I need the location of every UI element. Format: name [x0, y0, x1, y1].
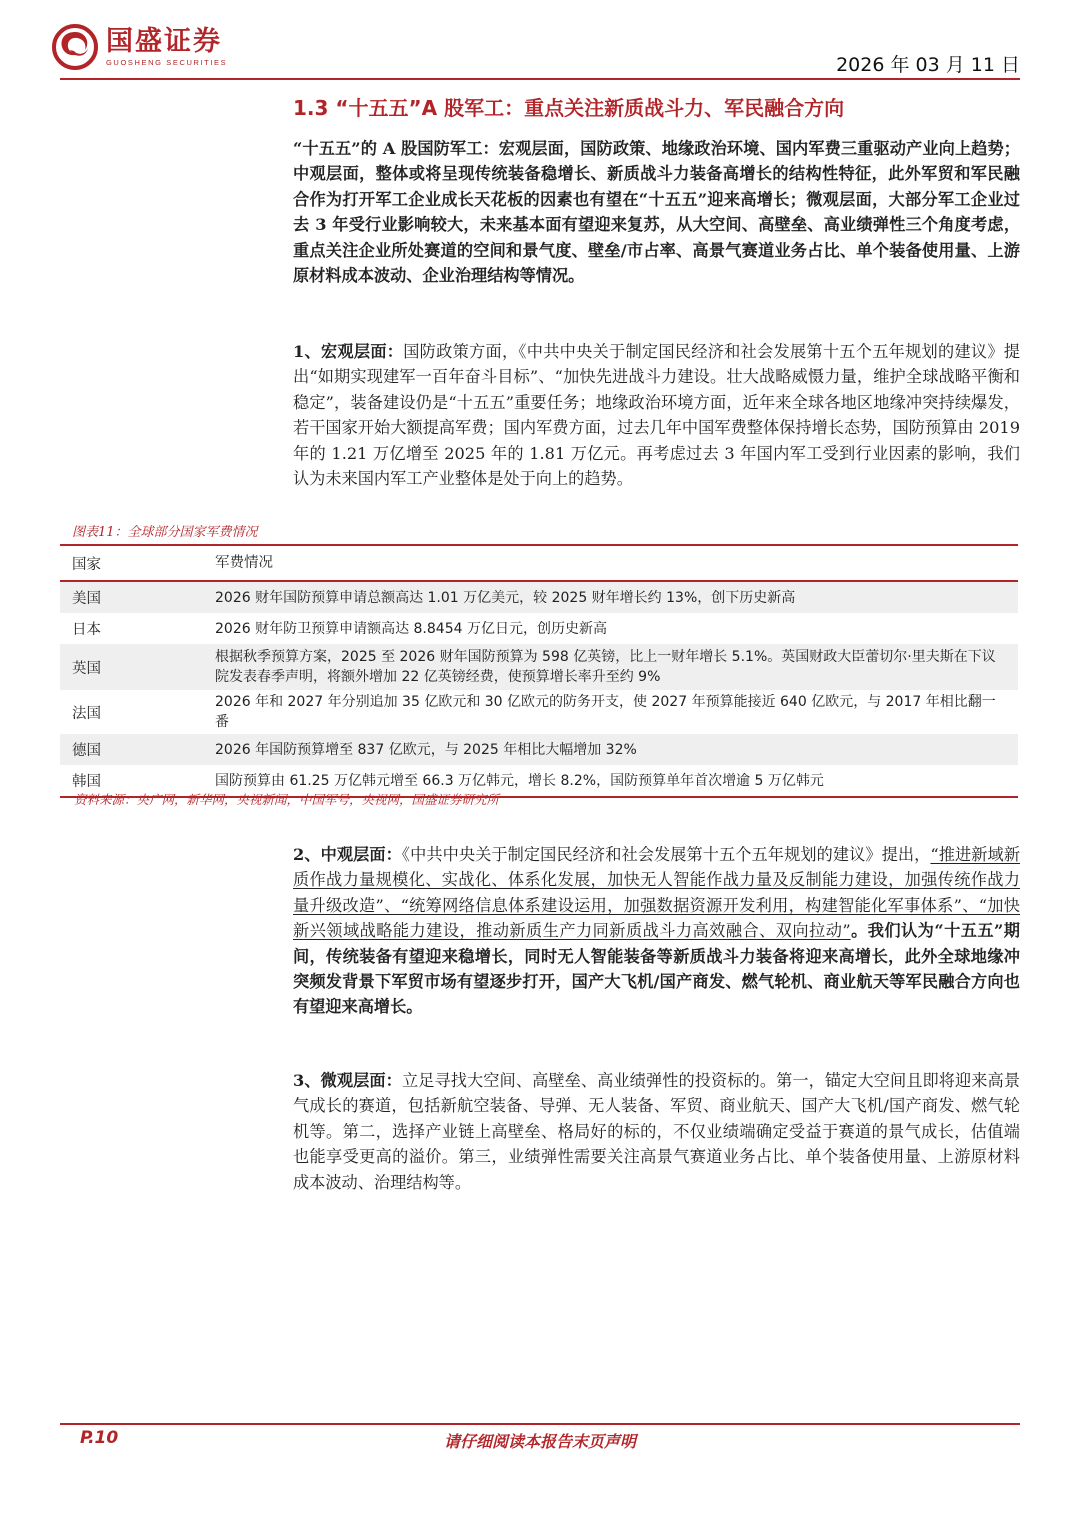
table-header-row: [60, 546, 1018, 582]
logo-mark-icon: [52, 24, 98, 70]
table-header-detail: 军费情况: [215, 555, 273, 571]
table-cell-country: 德国: [72, 743, 101, 759]
micro-text: 立足寻找大空间、高壁垒、高业绩弹性的投资标的。第一，锚定大空间且即将迎来高景气成长的赛道，包括新航空装备、导弹、无人装备、军贸、商业航天、国产大飞机/国产商发、燃气轮机等。第二，选择产业链上高壁垒、格局好的标的，不仅业绩端确定受益于赛道的景气成长，估值端也能享受更高的溢价。第三，业绩弹性需要关注高景气赛道业务占比、单个装备使用量、上游原材料成本波动、治理结构等。: [293, 1071, 1021, 1192]
footer-divider: [60, 1423, 1020, 1425]
report-date: 2026 年 03 月 11 日: [836, 54, 1020, 76]
table-cell-detail: 2026 年和 2027 年分别追加 35 亿欧元和 30 亿欧元的防务开支，使 2027 年预算能接近 640 亿欧元，与 2017 年相比翻一番: [215, 694, 996, 730]
macro-label: 1、宏观层面：: [293, 342, 404, 361]
meso-label: 2、中观层面：: [293, 845, 402, 864]
table-cell-detail: 根据秋季预算方案，2025 至 2026 财年国防预算为 598 亿英镑，比上一财年增长 5.1%。英国财政大臣蕾切尔·里夫斯在下议院发表春季声明，将额外增加 22 亿英镑经费，使预算增长率升至约 9%: [215, 649, 996, 685]
header-divider: [60, 78, 1020, 80]
table-cell-detail: 国防预算由 61.25 万亿韩元增至 66.3 万亿韩元，增长 8.2%，国防预算单年首次增逾 5 万亿韩元: [215, 772, 824, 789]
table-cell-country: 韩国: [72, 774, 101, 790]
company-name-cn: 国盛证券: [106, 26, 222, 57]
table-cell-country: 法国: [72, 705, 101, 722]
company-name-en: GUOSHENG SECURITIES: [106, 58, 228, 67]
table-row: [60, 734, 1018, 765]
page-number: P.10: [80, 1428, 119, 1448]
table-cell-country: 英国: [72, 660, 101, 677]
table-row: [60, 613, 1018, 644]
section-title: 1.3 “十五五”A 股军工：重点关注新质战斗力、军民融合方向: [293, 96, 845, 120]
table-cell-detail: 2026 财年防卫预算申请额高达 8.8454 万亿日元，创历史新高: [215, 620, 607, 637]
macro-text: 国防政策方面，《中共中央关于制定国民经济和社会发展第十五个五年规划的建议》提出“如期实现建军一百年奋斗目标”、“加快先进战斗力建设。壮大战略威慑力量，维护全球战略平衡和稳定”，装备建设仍是“十五五”重要任务；地缘政治环境方面，近年来全球各地区地缘冲突持续爆发，若干国家开始大额提高军费；国内军费方面，过去几年中国军费整体保持增长态势，国防预算由 2019 年的 1.21 万亿增至 2025 年的 1.81 万亿元。再考虑过去 3 年国内军工受到行业因素的影响，我们认为未来国内军工产业整体是处于向上的趋势。: [293, 342, 1020, 489]
micro-paragraph: [293, 1068, 1020, 1195]
meso-text: 《中共中央关于制定国民经济和社会发展第十五个五年规划的建议》提出，: [401, 845, 931, 864]
figure-caption: 图表11：全球部分国家军费情况: [72, 525, 258, 540]
table-row: [60, 690, 1018, 734]
footer-disclaimer: 请仔细阅读本报告末页声明: [443, 1432, 636, 1451]
summary-paragraph: “十五五”的 A 股国防军工：宏观层面，国防政策、地缘政治环境、国内军费三重驱动产业向上趋势；中观层面，整体或将呈现传统装备稳增长、新质战斗力装备高增长的结构性特征，此外军贸和军民融合作为打开军工企业成长天花板的因素也有望在“十五五”迎来高增长；微观层面，大部分军工企业过去 3 年受行业影响较大，未来基本面有望迎来复苏，从大空间、高壁垒、高业绩弹性三个角度考虑，重点关注企业所处赛道的空间和景气度、壁垒/市占率、高景气赛道业务占比、单个装备使用量、上游原材料成本波动、企业治理结构等情况。: [293, 139, 1020, 286]
table-row: [60, 644, 1018, 690]
table-cell-detail: 2026 财年国防预算申请总额高达 1.01 万亿美元，较 2025 财年增长约 13%，创下历史新高: [215, 589, 796, 606]
meso-quote: “推进新域新质作战力量规模化、实战化、体系化发展，加快无人智能作战力量及反制能力建设，加强传统作战力量升级改造”、“统筹网络信息体系建设运用，加强数据资源开发利用，构建智能化军事体系”、“加快新兴领域战略能力建设，推动新质生产力同新质战斗力高效融合、双向拉动”: [293, 845, 1021, 941]
table-cell-detail: 2026 年国防预算增至 837 亿欧元，与 2025 年相比大幅增加 32%: [215, 741, 637, 758]
table-source: 资料来源：央广网，新华网，央视新闻，中国军号，央视网，国盛证券研究所: [74, 792, 500, 807]
table-cell-country: 日本: [72, 622, 101, 638]
military-spending-table: [60, 544, 1018, 798]
company-logo: [52, 24, 227, 70]
table-row: [60, 582, 1018, 613]
table-header-country: 国家: [72, 556, 101, 573]
table-cell-country: 美国: [72, 591, 101, 607]
meso-conclusion: 。我们认为“十五五”期间，传统装备有望迎来稳增长，同时无人智能装备等新质战斗力装备将迎来高增长，此外全球地缘冲突频发背景下军贸市场有望逐步打开，国产大飞机/国产商发、燃气轮机、商业航天等军民融合方向也有望迎来高增长。: [293, 921, 1020, 1017]
micro-label: 3、微观层面：: [293, 1071, 402, 1090]
macro-paragraph: [293, 339, 1020, 491]
meso-paragraph: [293, 842, 1020, 1020]
